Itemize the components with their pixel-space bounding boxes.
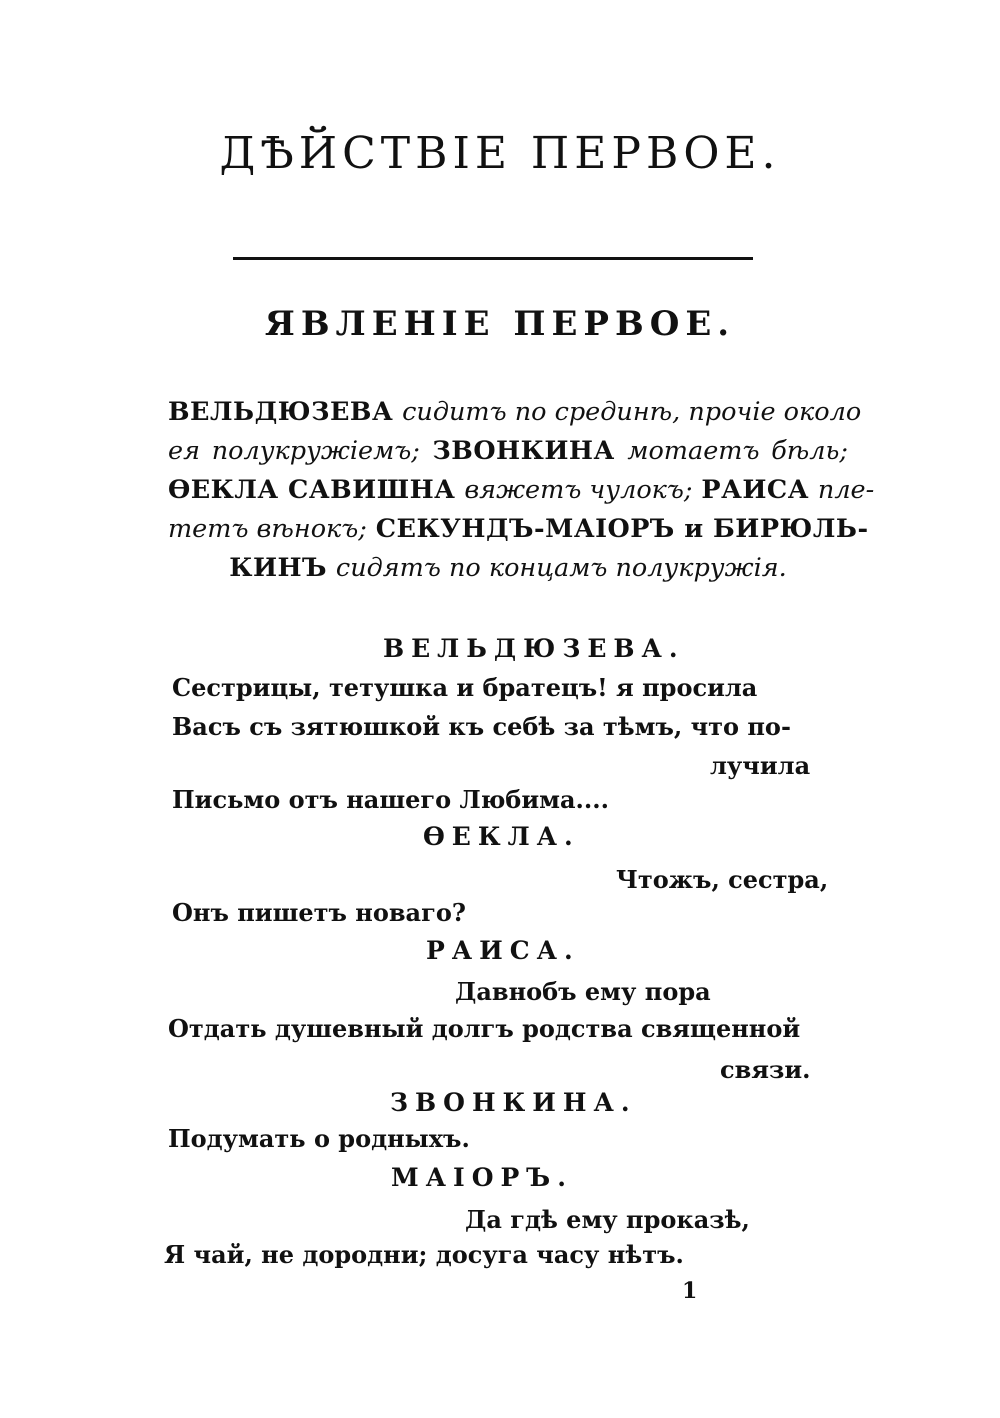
stage-direction-line bbox=[168, 393, 862, 432]
speaker-name: РАИСА. bbox=[426, 936, 580, 965]
direction-text: пле- bbox=[817, 475, 875, 505]
character-name: СЕКУНДЪ-МАІОРЪ и БИРЮЛЬ- bbox=[375, 514, 869, 544]
speaker-name: ЗВОНКИНА. bbox=[390, 1088, 637, 1117]
speaker-name: МАІОРЪ. bbox=[391, 1163, 573, 1192]
direction-text: ея полукружіемъ; bbox=[168, 436, 420, 466]
stage-direction-line bbox=[168, 432, 848, 471]
stage-direction-line bbox=[168, 549, 848, 588]
verse-line: Подумать о родныхъ. bbox=[168, 1124, 470, 1153]
verse-line: Васъ съ зятюшкой къ себѣ за тѣмъ, что по- bbox=[172, 712, 791, 741]
character-name: ВЕЛЬДЮЗЕВА bbox=[168, 397, 394, 427]
character-name: ѲЕКЛА САВИШНА bbox=[168, 475, 456, 505]
character-name: РАИСА bbox=[701, 475, 809, 505]
act-title: ДѢЙСТВІЕ ПЕРВОЕ. bbox=[219, 128, 781, 179]
signature-mark: 1 bbox=[682, 1278, 698, 1304]
stage-direction-line bbox=[168, 471, 875, 510]
verse-line: Письмо отъ нашего Любима.... bbox=[172, 785, 609, 814]
character-name: ЗВОНКИНА bbox=[432, 436, 615, 466]
verse-line: Сестрицы, тетушка и братецъ! я просила bbox=[172, 673, 758, 702]
scene-title: ЯВЛЕНІЕ ПЕРВОЕ. bbox=[264, 304, 736, 344]
speaker-name: ѲЕКЛА. bbox=[423, 822, 580, 851]
direction-text: тетъ вѣнокъ; bbox=[168, 514, 367, 544]
verse-line: Отдать душевный долгъ родства священной bbox=[168, 1014, 801, 1043]
character-name: КИНЪ bbox=[229, 553, 328, 583]
title-divider bbox=[233, 257, 753, 260]
verse-line: Да гдѣ ему проказѣ, bbox=[465, 1205, 750, 1234]
direction-text: вяжетъ чулокъ; bbox=[464, 475, 693, 505]
verse-line: Онъ пишетъ новаго? bbox=[172, 898, 466, 927]
speaker-name: ВЕЛЬДЮЗЕВА. bbox=[383, 634, 685, 663]
verse-line: Я чай, не дородни; досуга часу нѣтъ. bbox=[164, 1240, 684, 1269]
stage-direction-line bbox=[168, 510, 869, 549]
verse-line: Чтожъ, сестра, bbox=[616, 865, 829, 894]
verse-line: Давнобъ ему пора bbox=[455, 977, 711, 1006]
verse-line: связи. bbox=[720, 1055, 811, 1084]
direction-text: сидятъ по концамъ полукружія. bbox=[335, 553, 787, 583]
direction-text: мотаетъ бѣль; bbox=[627, 436, 848, 466]
stage-direction bbox=[168, 393, 875, 588]
verse-line: лучила bbox=[710, 751, 811, 780]
direction-text: сидитъ по срединѣ, прочіе около bbox=[402, 397, 862, 427]
